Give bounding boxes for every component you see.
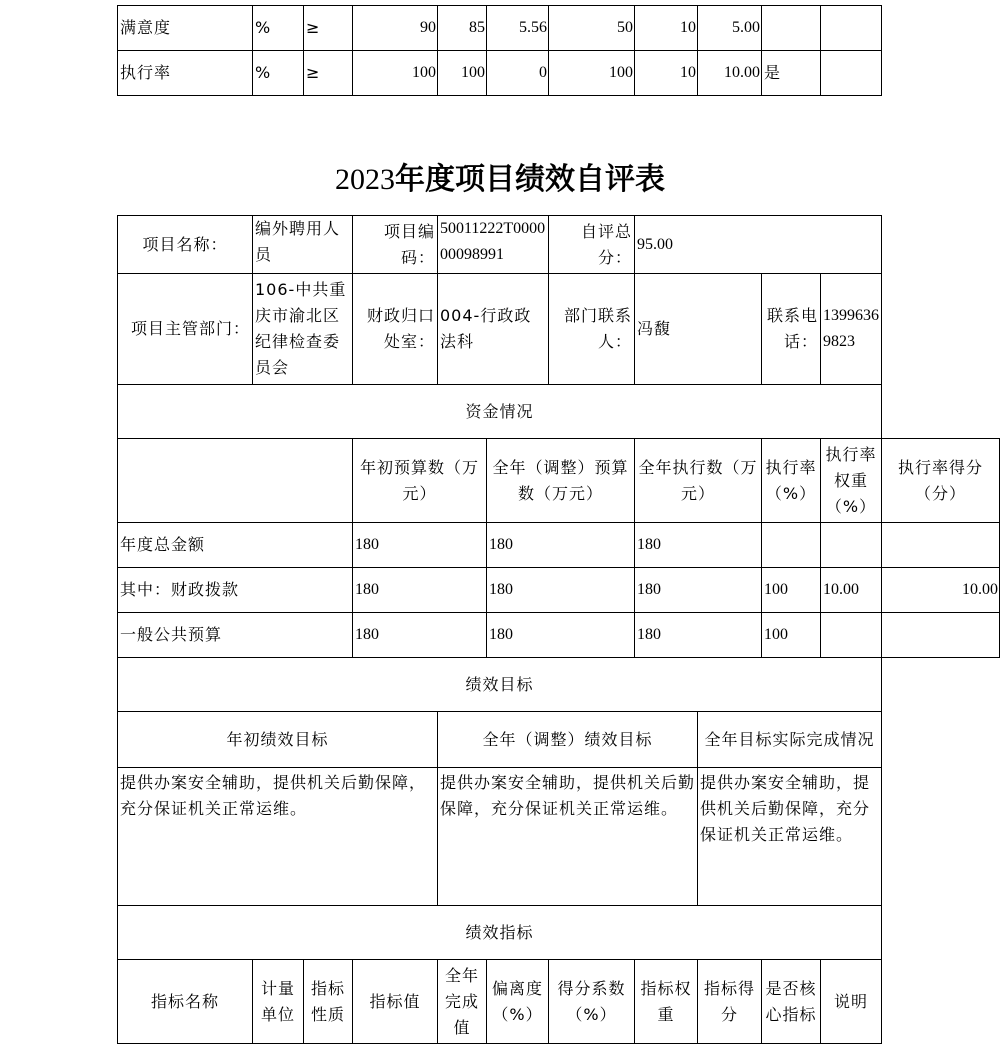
funds-weight bbox=[821, 523, 882, 568]
table-row bbox=[118, 385, 1000, 439]
indicators-header-value: 指标值 bbox=[353, 960, 438, 1044]
funds-weight bbox=[821, 613, 882, 658]
funds-header-initial-budget: 年初预算数（万元） bbox=[353, 439, 487, 523]
project-code-label: 项目编码： bbox=[353, 216, 438, 274]
table-row bbox=[118, 274, 1000, 385]
indicator-deviation: 5.56 bbox=[487, 6, 549, 51]
indicator-actual: 100 bbox=[438, 51, 487, 96]
evaluation-table bbox=[117, 215, 1000, 1044]
indicator-unit: % bbox=[253, 51, 304, 96]
project-name-value: 编外聘用人员 bbox=[253, 216, 353, 274]
funds-initial-budget: 180 bbox=[353, 613, 487, 658]
indicator-core: 是 bbox=[762, 51, 821, 96]
goals-header-actual: 全年目标实际完成情况 bbox=[698, 712, 882, 768]
finance-label: 财政归口处室： bbox=[353, 274, 438, 385]
goals-adjusted-value: 提供办案安全辅助，提供机关后勤保障，充分保证机关正常运维。 bbox=[438, 768, 698, 906]
self-score-label: 自评总分： bbox=[549, 216, 635, 274]
phone-label: 联系电话： bbox=[762, 274, 821, 385]
indicator-target: 100 bbox=[353, 51, 438, 96]
project-name-label: 项目名称： bbox=[118, 216, 253, 274]
funds-rate: 100 bbox=[762, 568, 821, 613]
contact-label: 部门联系人： bbox=[549, 274, 635, 385]
dept-value: 106-中共重庆市渝北区纪律检查委员会 bbox=[253, 274, 353, 385]
funds-adjusted-budget: 180 bbox=[487, 568, 635, 613]
indicators-header-note: 说明 bbox=[821, 960, 882, 1044]
self-score-value: 95.00 bbox=[635, 216, 882, 274]
funds-score: 10.00 bbox=[882, 568, 1000, 613]
funds-initial-budget: 180 bbox=[353, 523, 487, 568]
table-row bbox=[118, 439, 1000, 523]
funds-header-adjusted-budget: 全年（调整）预算数（万元） bbox=[487, 439, 635, 523]
indicator-weight: 10 bbox=[635, 51, 698, 96]
indicators-header-unit: 计量单位 bbox=[253, 960, 304, 1044]
indicator-score: 10.00 bbox=[698, 51, 762, 96]
funds-rate bbox=[762, 523, 821, 568]
indicators-header-core: 是否核心指标 bbox=[762, 960, 821, 1044]
indicators-header-name: 指标名称 bbox=[118, 960, 253, 1044]
indicator-operator: ≥ bbox=[304, 51, 353, 96]
indicator-weight: 10 bbox=[635, 6, 698, 51]
table-row bbox=[118, 712, 1000, 768]
indicators-section-title: 绩效指标 bbox=[118, 906, 882, 960]
goals-header-adjusted: 全年（调整）绩效目标 bbox=[438, 712, 698, 768]
table-row bbox=[118, 6, 882, 51]
indicator-operator: ≥ bbox=[304, 6, 353, 51]
table-row bbox=[118, 906, 1000, 960]
funds-header-score: 执行率得分（分） bbox=[882, 439, 1000, 523]
indicator-note bbox=[821, 6, 882, 51]
indicator-note bbox=[821, 51, 882, 96]
table-row bbox=[118, 960, 1000, 1044]
goals-actual-value: 提供办案安全辅助，提供机关后勤保障，充分保证机关正常运维。 bbox=[698, 768, 882, 906]
funds-header-rate: 执行率（%） bbox=[762, 439, 821, 523]
indicator-deviation: 0 bbox=[487, 51, 549, 96]
title-year: 2023 bbox=[335, 163, 395, 196]
indicator-coefficient: 100 bbox=[549, 51, 635, 96]
goals-header-initial: 年初绩效目标 bbox=[118, 712, 438, 768]
indicator-target: 90 bbox=[353, 6, 438, 51]
indicators-header-coefficient: 得分系数（%） bbox=[549, 960, 635, 1044]
page-title bbox=[0, 160, 1000, 200]
funds-row-label: 其中：财政拨款 bbox=[118, 568, 353, 613]
project-code-value: 50011222T000000098991 bbox=[438, 216, 549, 274]
funds-adjusted-budget: 180 bbox=[487, 613, 635, 658]
table-row bbox=[118, 613, 1000, 658]
funds-executed: 180 bbox=[635, 523, 762, 568]
indicator-score: 5.00 bbox=[698, 6, 762, 51]
indicators-header-score: 指标得分 bbox=[698, 960, 762, 1044]
table-row bbox=[118, 523, 1000, 568]
funds-score bbox=[882, 523, 1000, 568]
indicator-core bbox=[762, 6, 821, 51]
indicator-name: 执行率 bbox=[118, 51, 253, 96]
indicator-coefficient: 50 bbox=[549, 6, 635, 51]
funds-section-title: 资金情况 bbox=[118, 385, 882, 439]
indicator-continuation-table bbox=[117, 5, 882, 96]
funds-row-label: 年度总金额 bbox=[118, 523, 353, 568]
funds-header-weight: 执行率权重（%） bbox=[821, 439, 882, 523]
indicators-header-nature: 指标性质 bbox=[304, 960, 353, 1044]
funds-adjusted-budget: 180 bbox=[487, 523, 635, 568]
indicator-name: 满意度 bbox=[118, 6, 253, 51]
funds-header-blank bbox=[118, 439, 353, 523]
indicator-actual: 85 bbox=[438, 6, 487, 51]
indicators-header-weight: 指标权重 bbox=[635, 960, 698, 1044]
funds-row-label: 一般公共预算 bbox=[118, 613, 353, 658]
goals-section-title: 绩效目标 bbox=[118, 658, 882, 712]
contact-value: 冯馥 bbox=[635, 274, 762, 385]
table-row bbox=[118, 568, 1000, 613]
funds-header-executed: 全年执行数（万元） bbox=[635, 439, 762, 523]
funds-executed: 180 bbox=[635, 613, 762, 658]
table-row bbox=[118, 51, 882, 96]
table-row bbox=[118, 658, 1000, 712]
phone-value: 13996369823 bbox=[821, 274, 882, 385]
indicators-header-deviation: 偏离度（%） bbox=[487, 960, 549, 1044]
funds-score bbox=[882, 613, 1000, 658]
dept-label: 项目主管部门： bbox=[118, 274, 253, 385]
funds-initial-budget: 180 bbox=[353, 568, 487, 613]
funds-weight: 10.00 bbox=[821, 568, 882, 613]
finance-value: 004-行政政法科 bbox=[438, 274, 549, 385]
indicators-header-actual: 全年完成值 bbox=[438, 960, 487, 1044]
table-row bbox=[118, 768, 1000, 906]
indicator-unit: % bbox=[253, 6, 304, 51]
funds-executed: 180 bbox=[635, 568, 762, 613]
goals-initial-value: 提供办案安全辅助，提供机关后勤保障，充分保证机关正常运维。 bbox=[118, 768, 438, 906]
table-row bbox=[118, 216, 1000, 274]
funds-rate: 100 bbox=[762, 613, 821, 658]
title-text: 年度项目绩效自评表 bbox=[395, 162, 665, 197]
